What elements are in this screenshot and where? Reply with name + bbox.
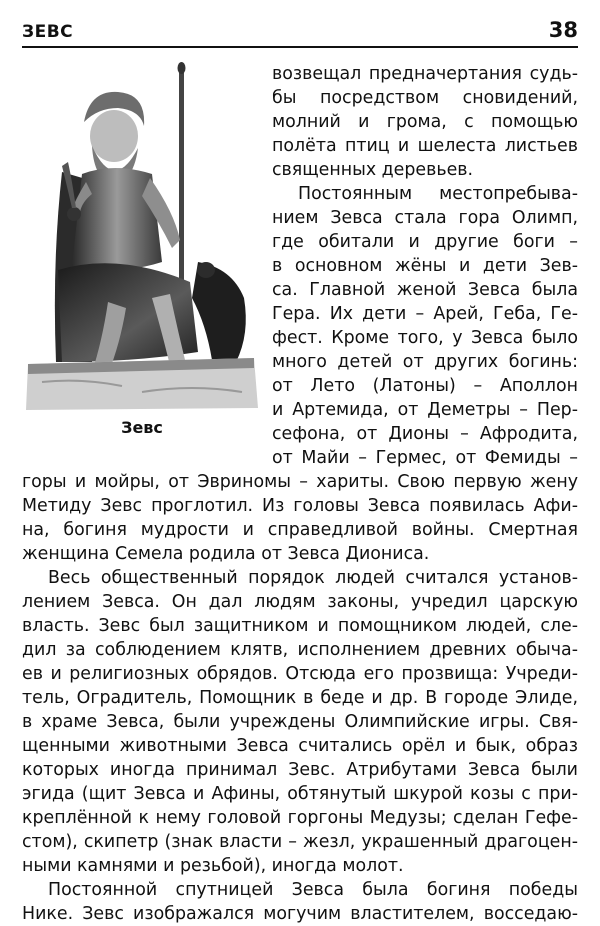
text-line: много детей от других богинь: (272, 352, 578, 372)
text-line: эгида (щит Зевса и Афины, обтянутый шкурой козы с при- (22, 784, 578, 804)
text-line: возвещал предначертания судь- (272, 64, 578, 84)
text-line: нием Зевса стала гора Олимп, (272, 208, 578, 228)
text-line: щенными животными Зевса считались орёл и бык, образ (22, 736, 578, 756)
text-line: молний и грома, с помощью (272, 112, 578, 132)
text-line: сефона, от Дионы – Афродита, (272, 424, 578, 444)
text-line: са. Главной женой Зевса была (272, 280, 578, 300)
text-line: Гера. Их дети – Арей, Геба, Ге- (272, 304, 578, 324)
text-line: которых иногда принимал Зевс. Атрибутами Зевса были (22, 760, 578, 780)
text-line: Постоянным местопребыва- (298, 184, 578, 204)
text-line: Весь общественный порядок людей считался установ- (48, 568, 578, 588)
zeus-statue-illustration (22, 62, 262, 412)
text-line: дил за соблюдением клятв, исполнением древних обыча- (22, 640, 578, 660)
text-line: священных деревьев. (272, 160, 474, 180)
text-line: в основном жёны и дети Зев- (272, 256, 578, 276)
text-line: где обитали и другие боги – (272, 232, 578, 252)
text-line: и Артемида, от Деметры – Пер- (272, 400, 578, 420)
running-title: ЗЕВС (22, 22, 74, 42)
text-line: на, богиня мудрости и справедливой войны. Смертная (22, 520, 578, 540)
text-line: стом), скипетр (знак власти – жезл, украшенный драгоцен- (22, 832, 578, 852)
text-line: Постоянной спутницей Зевса была богиня победы (48, 880, 578, 900)
text-line: полёта птиц и шелеста листьев (272, 136, 578, 156)
text-line: от Лето (Латоны) – Аполлон (272, 376, 578, 396)
figure-caption: Зевс (121, 418, 163, 437)
page-header (22, 16, 578, 46)
text-line: лением Зевса. Он дал людям законы, учредил царскую (22, 592, 578, 612)
header-rule (22, 46, 578, 48)
text-line: креплённой к нему головой горгоны Медузы; сделан Гефе- (22, 808, 578, 828)
page-number: 38 (548, 18, 578, 42)
text-line: от Майи – Гермес, от Фемиды – (272, 448, 578, 468)
text-line: в храме Зевса, были учреждены Олимпийские игры. Свя- (22, 712, 578, 732)
text-line: власть. Зевс был защитником и помощником людей, сле- (22, 616, 578, 636)
text-line: бы посредством сновидений, (272, 88, 578, 108)
text-line: ев и религиозных обрядов. Отсюда его прозвища: Учреди- (22, 664, 578, 684)
text-line: женщина Семела родила от Зевса Диониса. (22, 544, 430, 564)
text-line: горы и мойры, от Эвриномы – хариты. Свою первую жену (22, 472, 578, 492)
text-line: ными камнями и резьбой), иногда молот. (22, 856, 404, 876)
text-line: Метиду Зевс проглотил. Из головы Зевса появилась Афи- (22, 496, 578, 516)
text-line: фест. Кроме того, у Зевса было (272, 328, 578, 348)
text-line: Нике. Зевс изображался могучим властителем, восседаю- (22, 904, 578, 924)
text-line: тель, Оградитель, Помощник в беде и др. В городе Элиде, (22, 688, 578, 708)
zeus-statue-image (22, 62, 262, 412)
